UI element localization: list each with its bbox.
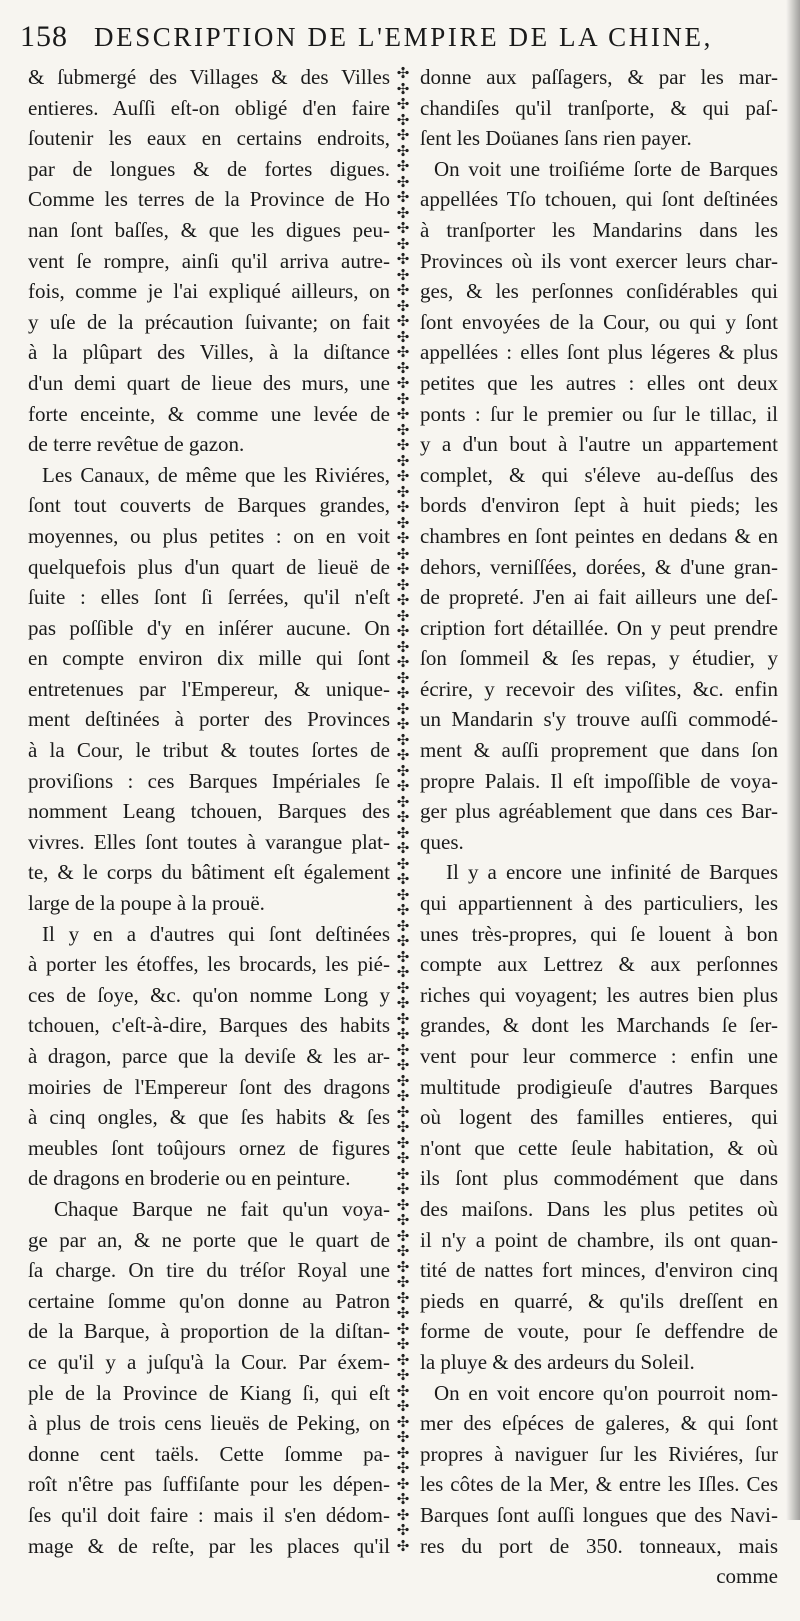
text-line: donne cent taëls. Cette ſomme pa- bbox=[28, 1441, 390, 1466]
text-line: res du port de 350. tonneaux, mais bbox=[420, 1533, 778, 1558]
text-line: fois, comme je l'ai expliqué ailleurs, on bbox=[28, 279, 390, 304]
divider-cross-ornament: ✣ bbox=[396, 234, 410, 253]
divider-cross-ornament: ✣ bbox=[396, 141, 410, 160]
divider-cross-ornament: ✣ bbox=[396, 1505, 410, 1524]
text-line: nan ſont baſſes, & que les digues peu- bbox=[28, 217, 390, 242]
divider-cross-ornament: ✣ bbox=[396, 1381, 410, 1400]
text-line: à la plûpart des Villes, à la diſtance bbox=[28, 340, 390, 365]
divider-cross-ornament: ✣ bbox=[396, 1366, 410, 1384]
divider-cross-ornament: ✣ bbox=[396, 1040, 410, 1059]
text-line: en compte environ dix mille qui ſont bbox=[28, 646, 390, 671]
text-line: multitude prodigieuſe d'autres Barques bbox=[420, 1074, 778, 1099]
divider-cross-ornament: ✣ bbox=[396, 1257, 410, 1276]
text-line: ce qu'il y a juſqu'à la Cour. Par éxem- bbox=[28, 1349, 390, 1374]
text-line: vent pour leur commerce : enfin une bbox=[420, 1044, 778, 1068]
text-line: & ſubmergé des Villages & des Villes bbox=[28, 65, 390, 89]
text-line: ge par an, & ne porte que le quart de bbox=[28, 1227, 390, 1252]
divider-cross-ornament: ✣ bbox=[396, 513, 410, 532]
divider-cross-ornament: ✣ bbox=[396, 622, 410, 640]
divider-cross-ornament: ✣ bbox=[396, 575, 410, 594]
divider-cross-ornament: ✣ bbox=[396, 1118, 410, 1136]
divider-cross-ornament: ✣ bbox=[396, 916, 410, 935]
column-divider-ornament bbox=[392, 66, 414, 1621]
divider-cross-ornament: ✣ bbox=[396, 653, 410, 671]
text-line: la pluye & des ardeurs du Soleil. bbox=[420, 1349, 695, 1374]
text-line: ment deſtinées à porter des Provinces bbox=[28, 707, 390, 732]
divider-cross-ornament: ✣ bbox=[396, 808, 410, 826]
text-line: ſes qu'il doit faire : mais il s'en dédom- bbox=[28, 1502, 390, 1527]
text-line: ils ſont plus commodément que dans bbox=[420, 1166, 778, 1191]
text-line: dehors, verniſſées, dorées, & d'une gran- bbox=[420, 554, 778, 579]
divider-cross-ornament: ✣ bbox=[396, 1443, 410, 1462]
text-line: appellées Tſo tchouen, qui ſont deſtinées bbox=[420, 187, 778, 212]
divider-cross-ornament: ✣ bbox=[396, 1009, 410, 1028]
page-number: 158 bbox=[20, 20, 68, 53]
divider-cross-ornament: ✣ bbox=[396, 498, 410, 516]
divider-cross-ornament: ✣ bbox=[396, 126, 410, 144]
divider-cross-ornament: ✣ bbox=[396, 1412, 410, 1431]
text-line: des maiſons. Dans les plus petites où bbox=[420, 1196, 778, 1221]
divider-cross-ornament: ✣ bbox=[396, 870, 410, 888]
text-line: ſont envoyées de la Cour, ou qui y ſont bbox=[420, 309, 778, 334]
text-line: à la Cour, le tribut & toutes ſortes de bbox=[28, 738, 390, 763]
text-line: nomment Leang tchouen, Barques des bbox=[28, 799, 390, 824]
text-line: par de longues & de fortes digues. bbox=[28, 156, 390, 181]
divider-cross-ornament: ✣ bbox=[396, 978, 410, 997]
text-line: te, & le corps du bâtiment eſt également bbox=[28, 860, 390, 885]
text-line: forte enceinte, & comme une levée de bbox=[28, 401, 390, 426]
text-line: donne aux paſſagers, & par les mar- bbox=[420, 65, 778, 89]
divider-cross-ornament: ✣ bbox=[396, 1164, 410, 1183]
text-line: moyennes, ou plus petites : on en voit bbox=[28, 523, 390, 548]
text-line: à cinq ongles, & que ſes habits & ſes bbox=[28, 1105, 390, 1130]
text-line: Provinces où ils vont exercer leurs char- bbox=[420, 248, 778, 273]
page-header bbox=[20, 20, 780, 60]
divider-cross-ornament: ✣ bbox=[396, 219, 410, 237]
text-line: bords d'environ ſept à huit pieds; les bbox=[420, 493, 778, 518]
text-line: qui appartiennent à des particuliers, les bbox=[420, 891, 778, 916]
text-line: ques. bbox=[420, 829, 464, 854]
divider-cross-ornament: ✣ bbox=[396, 1149, 410, 1167]
divider-cross-ornament: ✣ bbox=[396, 529, 410, 547]
divider-cross-ornament: ✣ bbox=[396, 296, 410, 315]
left-column bbox=[28, 62, 390, 1561]
text-line: à tranſporter les Mandarins dans les bbox=[420, 217, 778, 242]
divider-cross-ornament: ✣ bbox=[396, 1102, 410, 1121]
text-line: riches qui voyagent; les autres bien plus bbox=[420, 982, 778, 1007]
divider-cross-ornament: ✣ bbox=[396, 761, 410, 780]
divider-cross-ornament: ✣ bbox=[396, 1350, 410, 1369]
divider-cross-ornament: ✣ bbox=[396, 947, 410, 966]
text-line: entieres. Auſſi eſt-on obligé d'en faire bbox=[28, 95, 390, 120]
text-line: ple de la Province de Kiang ſi, qui eſt bbox=[28, 1380, 390, 1405]
text-line: un Mandarin s'y trouve auſſi commodé- bbox=[420, 707, 778, 732]
text-line: vivres. Elles ſont toutes à varangue plat- bbox=[28, 829, 390, 854]
divider-cross-ornament: ✣ bbox=[396, 1226, 410, 1245]
divider-cross-ornament: ✣ bbox=[396, 343, 410, 361]
text-line: pieds en quarré, & qu'ils dreſſent en bbox=[420, 1288, 778, 1313]
divider-cross-ornament: ✣ bbox=[396, 1025, 410, 1043]
divider-cross-ornament: ✣ bbox=[396, 436, 410, 454]
divider-cross-ornament: ✣ bbox=[396, 699, 410, 718]
divider-cross-ornament: ✣ bbox=[396, 312, 410, 330]
divider-cross-ornament: ✣ bbox=[396, 451, 410, 470]
divider-cross-ornament: ✣ bbox=[396, 79, 410, 98]
divider-cross-ornament: ✣ bbox=[396, 389, 410, 408]
running-title: DESCRIPTION DE L'EMPIRE DE LA CHINE, bbox=[94, 22, 713, 52]
text-line: Comme les terres de la Province de Ho bbox=[28, 187, 390, 212]
divider-cross-ornament: ✣ bbox=[396, 95, 410, 113]
text-line: n'ont que cette ſeule habitation, & où bbox=[420, 1135, 778, 1160]
text-line: meubles ſont toûjours ornez de figures bbox=[28, 1135, 390, 1160]
divider-cross-ornament: ✣ bbox=[396, 1536, 410, 1555]
text-line: grandes, & dont les Marchands ſe ſer- bbox=[420, 1013, 778, 1038]
text-line: d'un demi quart de lieue des murs, une bbox=[28, 370, 390, 395]
divider-cross-ornament: ✣ bbox=[396, 901, 410, 919]
divider-cross-ornament: ✣ bbox=[396, 1428, 410, 1446]
text-line: chandiſes qu'il tranſporte, & qui paſ- bbox=[420, 95, 778, 120]
divider-cross-ornament: ✣ bbox=[396, 932, 410, 950]
text-line: de terre revêtue de gazon. bbox=[28, 432, 245, 457]
text-line: On voit une troiſiéme ſorte de Barques bbox=[434, 156, 778, 181]
divider-cross-ornament: ✣ bbox=[396, 792, 410, 811]
divider-cross-ornament: ✣ bbox=[396, 1180, 410, 1198]
text-line: complet, & qui s'éleve au-deſſus des bbox=[420, 462, 778, 487]
divider-cross-ornament: ✣ bbox=[396, 203, 410, 222]
divider-cross-ornament: ✣ bbox=[396, 746, 410, 764]
text-line: ger plus agréablement que dans ces Bar- bbox=[420, 799, 778, 824]
divider-cross-ornament: ✣ bbox=[396, 1288, 410, 1307]
divider-cross-ornament: ✣ bbox=[396, 637, 410, 656]
divider-cross-ornament: ✣ bbox=[396, 374, 410, 392]
text-line: ſent les Doüanes ſans rien payer. bbox=[420, 126, 692, 151]
divider-cross-ornament: ✣ bbox=[396, 467, 410, 485]
text-line: Barques ſont auſſi longues que des Navi- bbox=[420, 1502, 778, 1527]
text-line: mage & de reſte, par les places qu'il bbox=[28, 1533, 390, 1558]
text-line: Les Canaux, de même que les Riviéres, bbox=[42, 462, 390, 487]
divider-cross-ornament: ✣ bbox=[396, 420, 410, 439]
text-line: petites que les autres : elles ont deux bbox=[420, 370, 778, 395]
text-line: il n'y a point de chambre, ils ont quan- bbox=[420, 1227, 778, 1252]
text-line: pas poſſible d'y en inſérer aucune. On bbox=[28, 615, 390, 640]
text-line: propres à naviguer ſur les Riviéres, ſur bbox=[420, 1441, 778, 1466]
divider-cross-ornament: ✣ bbox=[396, 1459, 410, 1477]
text-line: vent ſe rompre, ainſi qu'il arriva autre- bbox=[28, 248, 390, 273]
text-line: ges, & les perſonnes conſidérables qui bbox=[420, 279, 778, 304]
text-line: unes très-propres, qui ſe louent à bon bbox=[420, 921, 778, 946]
page-edge-shadow bbox=[786, 0, 800, 1520]
text-line: Chaque Barque ne fait qu'un voya- bbox=[54, 1196, 390, 1221]
divider-cross-ornament: ✣ bbox=[396, 730, 410, 749]
text-line: ment & auſſi proprement que dans ſon bbox=[420, 738, 778, 763]
text-line: tchouen, c'eſt-à-dire, Barques des habits bbox=[28, 1013, 390, 1038]
text-line: cription fort détaillée. On y peut prendre bbox=[420, 615, 778, 640]
divider-cross-ornament: ✣ bbox=[396, 1071, 410, 1090]
text-line: de dragons en broderie ou en peinture. bbox=[28, 1166, 351, 1191]
text-line: large de la poupe à la prouë. bbox=[28, 891, 265, 916]
text-line: chambres en ſont peintes en dedans & en bbox=[420, 523, 778, 548]
divider-cross-ornament: ✣ bbox=[396, 327, 410, 346]
divider-cross-ornament: ✣ bbox=[396, 64, 410, 82]
divider-cross-ornament: ✣ bbox=[396, 963, 410, 981]
divider-cross-ornament: ✣ bbox=[396, 157, 410, 175]
text-line: moiries de l'Empereur ſont des dragons bbox=[28, 1074, 390, 1099]
text-line: tité de nattes fort minces, d'environ cinq bbox=[420, 1258, 778, 1283]
divider-cross-ornament: ✣ bbox=[396, 1056, 410, 1074]
text-line: proviſions : ces Barques Impériales ſe bbox=[28, 768, 390, 793]
text-line: les côtes de la Mer, & entre les Iſles. Ces bbox=[420, 1472, 778, 1497]
divider-cross-ornament: ✣ bbox=[396, 715, 410, 733]
divider-cross-ornament: ✣ bbox=[396, 885, 410, 904]
text-line: ſont tout couverts de Barques grandes, bbox=[28, 493, 390, 518]
divider-cross-ornament: ✣ bbox=[396, 1242, 410, 1260]
divider-cross-ornament: ✣ bbox=[396, 1397, 410, 1415]
text-line: Il y a encore une infinité de Barques bbox=[446, 860, 778, 885]
divider-cross-ornament: ✣ bbox=[396, 591, 410, 609]
divider-cross-ornament: ✣ bbox=[396, 1211, 410, 1229]
text-line: forme de voute, pour ſe deffendre de bbox=[420, 1319, 778, 1344]
text-line: roît n'être pas ſuffiſante pour les dépen- bbox=[28, 1472, 390, 1497]
divider-cross-ornament: ✣ bbox=[396, 839, 410, 857]
divider-cross-ornament: ✣ bbox=[396, 358, 410, 377]
divider-cross-ornament: ✣ bbox=[396, 668, 410, 687]
divider-cross-ornament: ✣ bbox=[396, 684, 410, 702]
divider-cross-ornament: ✣ bbox=[396, 1335, 410, 1353]
divider-cross-ornament: ✣ bbox=[396, 994, 410, 1012]
text-line: écrire, y recevoir des viſites, &c. enfin bbox=[420, 676, 778, 701]
text-line: mer des eſpéces de galeres, & qui ſont bbox=[420, 1411, 778, 1436]
divider-cross-ornament: ✣ bbox=[396, 823, 410, 842]
divider-cross-ornament: ✣ bbox=[396, 172, 410, 191]
right-column bbox=[420, 62, 778, 1592]
catchword: comme bbox=[716, 1564, 778, 1589]
text-line: certaine ſomme qu'on donne au Patron bbox=[28, 1288, 390, 1313]
divider-cross-ornament: ✣ bbox=[396, 1319, 410, 1338]
divider-cross-ornament: ✣ bbox=[396, 405, 410, 423]
text-line: On en voit encore qu'on pourroit nom- bbox=[434, 1380, 778, 1405]
text-line: Il y en a d'autres qui ſont deſtinées bbox=[42, 921, 390, 946]
text-line: où logent des familles entieres, qui bbox=[420, 1105, 778, 1130]
text-line: à dragon, parce que la deviſe & les ar- bbox=[28, 1044, 390, 1068]
divider-cross-ornament: ✣ bbox=[396, 1195, 410, 1214]
divider-cross-ornament: ✣ bbox=[396, 265, 410, 284]
divider-cross-ornament: ✣ bbox=[396, 777, 410, 795]
text-line: ſon ſommeil & ſes repas, y étudier, y bbox=[420, 646, 778, 671]
text-line: ſoutenir les eaux en certains endroits, bbox=[28, 126, 390, 151]
divider-cross-ornament: ✣ bbox=[396, 188, 410, 206]
text-line: y a d'un bout à l'autre un appartement bbox=[420, 432, 778, 457]
divider-cross-ornament: ✣ bbox=[396, 1133, 410, 1152]
text-line: à plus de trois cens lieuës de Peking, on bbox=[28, 1411, 390, 1436]
divider-cross-ornament: ✣ bbox=[396, 1521, 410, 1539]
divider-cross-ornament: ✣ bbox=[396, 606, 410, 625]
divider-cross-ornament: ✣ bbox=[396, 544, 410, 563]
divider-cross-ornament: ✣ bbox=[396, 1490, 410, 1508]
text-line: ſuite : elles ſont ſi ſerrées, qu'il n'eſt bbox=[28, 585, 390, 610]
text-line: à porter les étoffes, les brocards, les pié- bbox=[28, 952, 390, 977]
text-line: ponts : ſur le premier ou ſur le tillac, il bbox=[420, 401, 778, 426]
text-line: propre Palais. Il eſt impoſſible de voya- bbox=[420, 768, 778, 793]
text-line: de la Barque, à proportion de la diſtan- bbox=[28, 1319, 390, 1344]
divider-cross-ornament: ✣ bbox=[396, 1273, 410, 1291]
text-line: quelquefois plus d'un quart de lieuë de bbox=[28, 554, 390, 579]
text-line: entretenues par l'Empereur, & unique- bbox=[28, 676, 390, 701]
divider-cross-ornament: ✣ bbox=[396, 110, 410, 129]
text-line: ſa charge. On tire du tréſor Royal une bbox=[28, 1258, 390, 1283]
text-line: y uſe de la précaution ſuivante; on fait bbox=[28, 309, 390, 334]
text-line: ces de ſoye, &c. qu'on nomme Long y bbox=[28, 982, 390, 1007]
divider-cross-ornament: ✣ bbox=[396, 1304, 410, 1322]
text-line: appellées : elles ſont plus légeres & plus bbox=[420, 340, 778, 365]
divider-cross-ornament: ✣ bbox=[396, 560, 410, 578]
text-line: compte aux Lettrez & aux perſonnes bbox=[420, 952, 778, 977]
divider-cross-ornament: ✣ bbox=[396, 281, 410, 299]
divider-cross-ornament: ✣ bbox=[396, 1474, 410, 1493]
divider-cross-ornament: ✣ bbox=[396, 250, 410, 268]
divider-cross-ornament: ✣ bbox=[396, 1087, 410, 1105]
divider-cross-ornament: ✣ bbox=[396, 854, 410, 873]
text-line: de propreté. J'en ai fait ailleurs une deſ- bbox=[420, 585, 778, 610]
divider-cross-ornament: ✣ bbox=[396, 482, 410, 501]
